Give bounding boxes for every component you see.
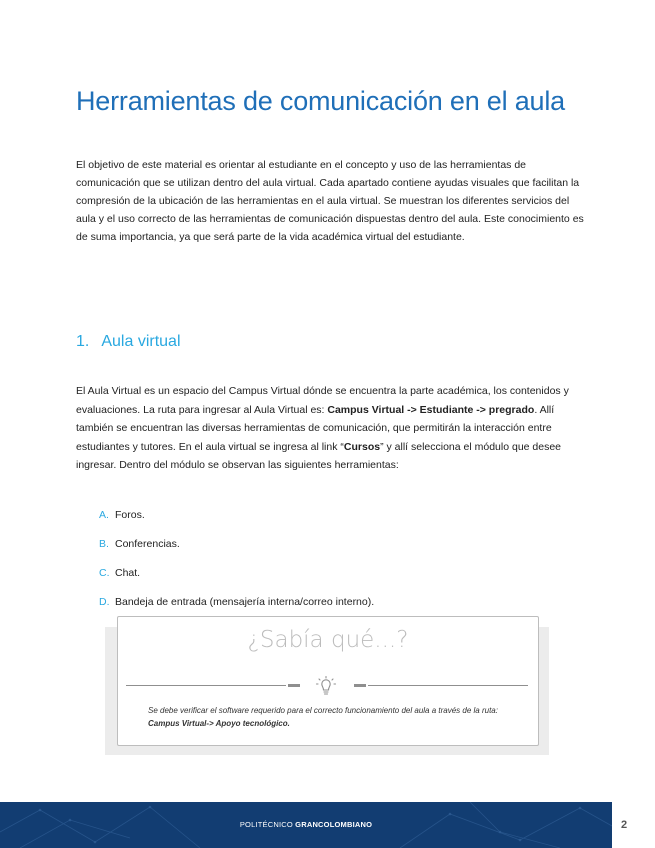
cursos-link-text: Cursos — [343, 440, 381, 453]
divider — [368, 685, 528, 686]
divider — [354, 684, 366, 687]
list-item — [99, 537, 374, 566]
list-letter: A. — [99, 509, 109, 521]
tools-list — [99, 508, 374, 624]
list-item — [99, 508, 374, 537]
paragraph-text-3: ” y allí selecciona el módulo que desee ingresar. Dentro del módulo se observan las siguientes herramientas: — [76, 440, 562, 471]
brand-bold: GRANCOLOMBIANO — [295, 820, 373, 829]
list-text: Foros. — [115, 509, 145, 521]
note-text — [148, 704, 518, 730]
note-box — [117, 616, 539, 746]
note-route: Campus Virtual-> Apoyo tecnológico. — [148, 719, 290, 728]
paragraph-text-2: . Allí también se encuentran las diversas herramientas de comunicación, que permitirán la interacción entre estudiantes y tutores. En el aula virtual se ingresa al link “ — [76, 403, 555, 453]
lightbulb-icon — [314, 676, 338, 696]
section-paragraph — [76, 382, 586, 475]
note-body: Se debe verificar el software requerido para el correcto funcionamiento del aula a través de la ruta: — [148, 706, 498, 715]
divider — [288, 684, 300, 687]
footer-brand — [0, 820, 612, 829]
footer-bar — [0, 802, 612, 848]
note-title: ¿Sabía qué...? — [247, 627, 409, 653]
page-title: Herramientas de comunicación en el aula — [76, 86, 565, 116]
page-number: 2 — [621, 819, 628, 831]
list-text: Conferencias. — [115, 538, 180, 550]
list-letter: B. — [99, 538, 109, 550]
brand-light: POLITÉCNICO — [239, 820, 296, 829]
list-text: Bandeja de entrada (mensajería interna/correo interno). — [115, 596, 375, 608]
list-letter: D. — [99, 596, 110, 608]
section-number: 1. — [76, 333, 90, 350]
section-heading — [76, 333, 181, 351]
intro-paragraph: El objetivo de este material es orientar al estudiante en el concepto y uso de las herramientas de comunicación que se utilizan dentro del aula virtual. Cada apartado contiene ayudas visuales que facilitan la compresión de la ubicación de las herramientas en el aula virtual. Se muestran los diferentes servicios del aula y el uso correcto de las herramientas de comunicación dispuestas dentro del aula. Este conocimiento es de suma importancia, ya que será parte de la vida académica virtual del estudiante. — [76, 159, 584, 243]
route-text: Campus Virtual -> Estudiante -> pregrado — [327, 403, 535, 416]
divider — [126, 685, 286, 686]
list-item — [99, 566, 374, 595]
section-title: Aula virtual — [101, 333, 181, 350]
paragraph-text-1: El Aula Virtual es un espacio del Campus Virtual dónde se encuentra la parte académica, los contenidos y evaluaciones. La ruta para ingresar al Aula Virtual es: — [76, 385, 569, 416]
list-letter: C. — [99, 567, 110, 579]
list-text: Chat. — [115, 567, 141, 579]
